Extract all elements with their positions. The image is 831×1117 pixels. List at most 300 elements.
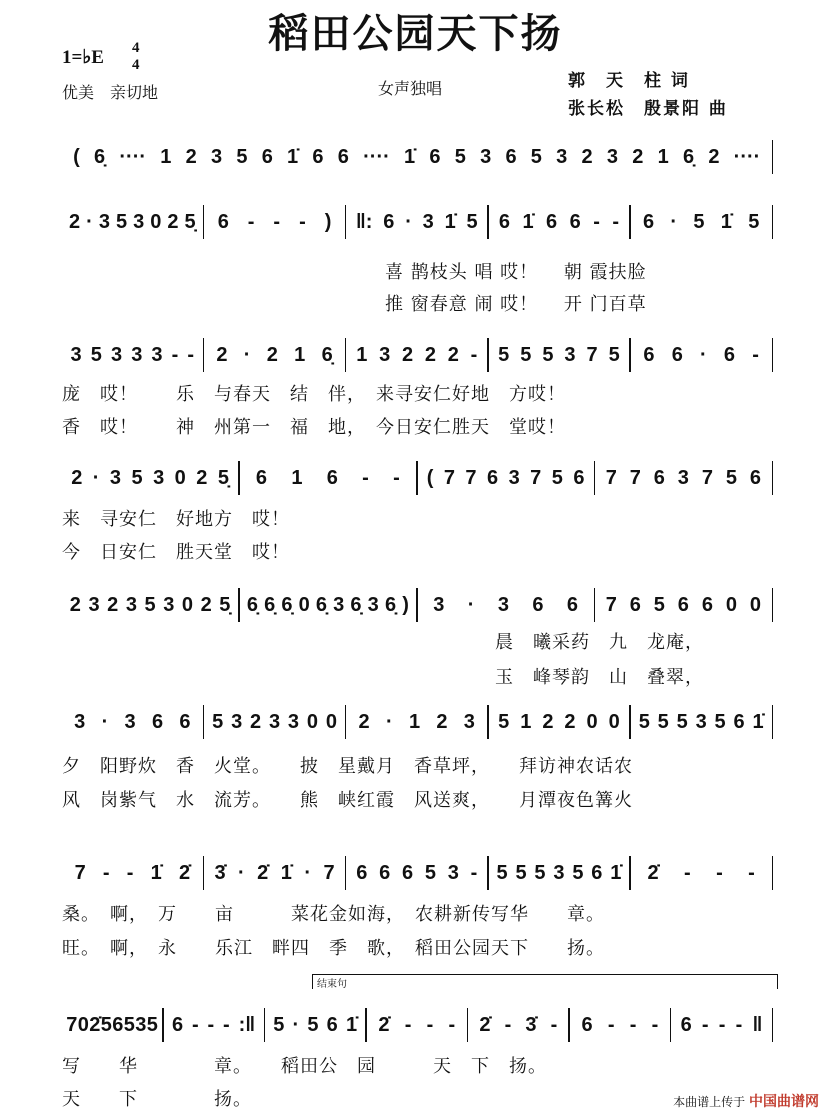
note: 3	[135, 1013, 147, 1036]
note: 5	[520, 343, 532, 366]
note: 2	[185, 145, 197, 168]
note: 5	[530, 145, 542, 168]
ending-label: 结束句	[312, 974, 778, 989]
note: 6	[498, 210, 510, 233]
measure	[62, 344, 203, 367]
note: 3	[556, 145, 568, 168]
note: 1̇	[404, 145, 416, 168]
bar-line	[772, 205, 774, 239]
note: 1	[291, 466, 303, 489]
note: 7	[605, 593, 617, 616]
note: 1̇	[444, 210, 456, 233]
note: -	[593, 210, 600, 233]
note: 3	[231, 710, 243, 733]
measure	[631, 344, 772, 367]
note: -	[735, 1013, 743, 1036]
note: 6	[733, 710, 745, 733]
note: -	[171, 343, 179, 366]
note: 0	[725, 593, 737, 616]
note: 7	[629, 466, 641, 489]
performance-note: 女声独唱	[378, 79, 443, 98]
measure	[489, 711, 630, 734]
note: ·	[670, 210, 678, 233]
note: 6	[629, 593, 641, 616]
lyric-line: 香 哎！ 神 州第一 福 地， 今日安仁胜天 堂哎！	[62, 417, 566, 438]
note: 3	[153, 466, 165, 489]
bar-line	[772, 705, 774, 739]
lyric-line: 庞 哎！ 乐 与春天 结 伴， 来寻安仁好地 方哎！	[62, 384, 566, 405]
note: -	[470, 343, 478, 366]
note: 6	[591, 861, 603, 884]
measure	[671, 1014, 771, 1037]
note: 3	[109, 466, 122, 489]
note: 6	[312, 145, 324, 168]
note: 3	[210, 145, 223, 168]
note: 3	[110, 343, 123, 366]
note: (	[73, 145, 80, 168]
note: 6	[112, 1013, 124, 1036]
lyricist: 郭 天 柱 词	[568, 71, 690, 91]
note: -	[716, 861, 723, 884]
note: 6	[255, 466, 268, 489]
note: 5̣	[184, 210, 196, 233]
note: 6̣	[384, 593, 397, 616]
note: 2̇	[89, 1013, 101, 1036]
note: 1	[657, 145, 669, 168]
bar-line	[772, 338, 774, 372]
staff-system	[62, 338, 773, 372]
note: 3	[98, 210, 110, 233]
note: :‖	[238, 1013, 256, 1036]
note: 3	[553, 861, 565, 884]
note: -	[470, 861, 478, 884]
note: 5	[454, 145, 466, 168]
staff-system	[62, 205, 773, 239]
lyric-line: 玉 峰琴韵 山 叠翠，	[495, 667, 704, 688]
note: 5	[608, 343, 620, 366]
note: 2	[708, 145, 720, 168]
note: 2	[107, 593, 119, 616]
measure	[468, 1014, 568, 1037]
note: 5	[273, 1013, 285, 1036]
lyric-line: 来 寻安仁 好地方 哎！	[62, 509, 290, 530]
measure	[62, 211, 203, 234]
note: 2	[401, 343, 414, 366]
note: 6̣	[94, 145, 106, 168]
note: 6	[356, 861, 368, 884]
measure	[204, 862, 345, 885]
note: -	[126, 861, 134, 884]
note: 3	[131, 343, 143, 366]
note: 5	[542, 343, 554, 366]
note: 6̣	[682, 145, 695, 168]
note: )	[324, 210, 332, 233]
note: -	[651, 1013, 659, 1036]
note: ·	[92, 466, 100, 489]
note: 2	[632, 145, 644, 168]
note: 5	[748, 210, 760, 233]
note: )	[402, 593, 409, 616]
measure	[489, 862, 630, 885]
note: 2	[69, 593, 81, 616]
note: 5	[146, 1013, 158, 1036]
note: 0	[306, 710, 318, 733]
note: 5	[534, 861, 546, 884]
note: 6̣	[321, 343, 333, 366]
note: ·	[86, 210, 93, 233]
note: 3	[268, 710, 281, 733]
measure	[418, 594, 594, 617]
note: 6	[505, 145, 517, 168]
note: ·	[304, 861, 312, 884]
note: 1̇	[280, 861, 292, 884]
measure	[62, 862, 203, 885]
measure	[418, 467, 594, 490]
key-signature: 1=♭E	[62, 47, 104, 68]
note: 2̇	[647, 861, 659, 884]
note: 6	[217, 210, 229, 233]
note: 6	[566, 593, 578, 616]
note: 6	[546, 210, 558, 233]
note: 6	[701, 593, 713, 616]
note: ‖	[752, 1013, 763, 1036]
measure	[62, 467, 238, 490]
note: 7	[74, 861, 86, 884]
note: 0	[181, 593, 194, 616]
note: 2̇	[257, 861, 269, 884]
note: 5	[466, 210, 478, 233]
measure	[595, 594, 771, 617]
note: 3	[124, 710, 136, 733]
note: 5̣	[219, 593, 231, 616]
note: ·	[292, 1013, 300, 1036]
note: 0	[150, 210, 162, 233]
note: 3	[367, 593, 379, 616]
note: -	[247, 210, 255, 233]
measure	[346, 711, 487, 734]
watermark	[673, 1091, 819, 1111]
measure	[204, 711, 345, 734]
note: 6	[532, 593, 544, 616]
bar-line	[772, 856, 774, 890]
note: -	[426, 1013, 434, 1036]
note: 1̇	[610, 861, 622, 884]
note: ·	[385, 710, 393, 733]
note: 6	[642, 210, 655, 233]
note: 7	[323, 861, 335, 884]
note: 5̣	[217, 466, 229, 489]
note: -	[102, 861, 110, 884]
note: 0	[77, 1013, 89, 1036]
note: 6̣	[315, 593, 327, 616]
note: 5	[657, 710, 669, 733]
note: 5	[90, 343, 102, 366]
note: 3	[677, 466, 689, 489]
measure	[164, 1014, 264, 1037]
note: 6	[643, 343, 655, 366]
note: 2	[564, 710, 576, 733]
note: 0	[325, 710, 337, 733]
note: -	[362, 466, 369, 489]
bar-line	[772, 588, 774, 622]
note: 2	[358, 710, 370, 733]
note: 5	[131, 466, 143, 489]
note: ····	[119, 145, 147, 168]
note: 3	[447, 861, 459, 884]
lyric-line: 夕 阳野炊 香 火堂。 披 星戴月 香草坪， 拜访神农话农	[62, 756, 633, 777]
note: 7	[530, 466, 542, 489]
note: 2	[424, 343, 436, 366]
note: 7	[605, 466, 617, 489]
lyric-line: 桑。 啊， 万 亩 菜花金如海， 农耕新传写华 章。	[62, 904, 605, 925]
note: -	[191, 1013, 199, 1036]
note: 6	[671, 343, 683, 366]
note: ·	[101, 710, 109, 733]
note: 6	[326, 1013, 338, 1036]
lyric-line: 推 窗春意 闹 哎！ 开 门百草	[385, 294, 647, 315]
note: 3	[151, 343, 163, 366]
measure	[346, 344, 487, 367]
note: 2	[581, 145, 593, 168]
note: ·	[405, 210, 412, 233]
measure	[62, 146, 772, 169]
note: ····	[363, 145, 390, 168]
note: 7	[586, 343, 598, 366]
note: 3	[74, 710, 86, 733]
song-title: 稻田公园天下扬	[268, 10, 563, 57]
lyric-line: 喜 鹊枝头 唱 哎！ 朝 霞扶脸	[385, 262, 647, 283]
note: 5	[653, 593, 665, 616]
lyric-line: 旺。 啊， 永 乐江 畔四 季 歌， 稻田公园天下 扬。	[62, 938, 605, 959]
note: 6	[581, 1013, 593, 1036]
note: 2	[71, 466, 83, 489]
note: 3	[695, 710, 707, 733]
note: 3	[125, 593, 137, 616]
note: 2	[216, 343, 228, 366]
note: 6	[573, 466, 585, 489]
note: 6	[383, 210, 395, 233]
note: 5	[307, 1013, 319, 1036]
lyric-line: 风 岗紫气 水 流芳。 熊 峡红霞 风送爽， 月潭夜色篝火	[62, 790, 633, 811]
note: -	[299, 210, 306, 233]
note: 7	[443, 466, 455, 489]
measure	[631, 711, 772, 734]
measure	[489, 211, 630, 234]
note: -	[207, 1013, 215, 1036]
note: 3	[463, 710, 475, 733]
measure	[204, 344, 345, 367]
note: 0	[586, 710, 598, 733]
watermark-text: 本曲谱上传于	[673, 1095, 746, 1109]
note: 6	[326, 466, 338, 489]
note: 0	[174, 466, 186, 489]
lyric-line: 天 下 扬。	[62, 1089, 252, 1110]
note: -	[404, 1013, 412, 1036]
note: 3	[333, 593, 345, 616]
staff-system	[62, 140, 773, 174]
measure	[570, 1014, 670, 1037]
watermark-site: 中国曲谱网	[749, 1094, 819, 1110]
note: 5	[638, 710, 650, 733]
note: 5	[693, 210, 705, 233]
note: 0	[298, 593, 310, 616]
note: 5	[498, 710, 510, 733]
note: 6	[151, 710, 164, 733]
note: 0	[608, 710, 620, 733]
note: 7	[66, 1013, 78, 1036]
note: 3	[508, 466, 520, 489]
note: -	[718, 1013, 726, 1036]
note: -	[748, 861, 755, 884]
note: 5	[551, 466, 563, 489]
note: 3̇	[525, 1013, 537, 1036]
note: 5	[424, 861, 436, 884]
note: 2̇	[479, 1013, 491, 1036]
note: 2	[266, 343, 278, 366]
note: 6	[337, 145, 349, 168]
note: 3	[422, 210, 434, 233]
note: -	[550, 1013, 558, 1036]
note: 2	[69, 210, 81, 233]
note: 3	[433, 593, 445, 616]
note: ····	[733, 145, 761, 168]
note: 5	[498, 343, 510, 366]
note: ·	[243, 343, 251, 366]
measure	[62, 594, 238, 617]
note: 1̇	[287, 145, 299, 168]
note: 6	[379, 861, 391, 884]
note: 3	[287, 710, 300, 733]
measure	[62, 711, 203, 734]
note: 6	[569, 210, 581, 233]
note: 3	[133, 210, 145, 233]
note: 2	[250, 710, 262, 733]
measure	[489, 344, 630, 367]
note: 3̇	[214, 861, 226, 884]
note: 2	[196, 466, 208, 489]
time-signature	[132, 40, 140, 74]
note: 1̇	[752, 710, 764, 733]
staff-system	[62, 461, 773, 495]
tempo-marking: 优美 亲切地	[62, 83, 159, 102]
note: 5	[515, 861, 527, 884]
note: 5	[144, 593, 156, 616]
measure	[204, 211, 345, 234]
note: 6	[749, 466, 762, 489]
bar-line	[772, 1008, 774, 1042]
lyric-line: 晨 曦采药 九 龙庵，	[495, 632, 704, 653]
lyric-line: 今 日安仁 胜天堂 哎！	[62, 542, 290, 563]
measure	[595, 467, 771, 490]
note: 6	[261, 145, 273, 168]
note: -	[612, 210, 620, 233]
note: 6	[401, 861, 414, 884]
note: 2	[436, 710, 448, 733]
bar-line	[772, 461, 774, 495]
note: 6	[172, 1013, 184, 1036]
note: 2̇	[378, 1013, 390, 1036]
note: 5	[115, 210, 128, 233]
note: 5	[212, 710, 224, 733]
note: 3	[70, 343, 82, 366]
note: 6	[680, 1013, 692, 1036]
note: 1	[520, 710, 532, 733]
time-top: 4	[132, 40, 140, 56]
staff-system	[62, 856, 773, 890]
note: 1	[356, 343, 368, 366]
measure	[367, 1014, 467, 1037]
lyric-line: 写 华 章。 稻田公 园 天 下 扬。	[62, 1056, 547, 1077]
note: 3	[379, 343, 391, 366]
note: -	[701, 1013, 709, 1036]
note: 5	[572, 861, 584, 884]
note: -	[629, 1013, 637, 1036]
note: 6̣	[264, 593, 276, 616]
note: (	[426, 466, 434, 489]
measure	[346, 862, 487, 885]
note: 6̣	[350, 593, 362, 616]
staff-system	[62, 1008, 773, 1042]
note: 6̣	[246, 593, 258, 616]
note: 3	[163, 593, 175, 616]
note: -	[684, 861, 691, 884]
staff-system	[62, 588, 773, 622]
note: 6	[429, 145, 441, 168]
note: 5	[725, 466, 737, 489]
note: ·	[238, 861, 245, 884]
note: 1	[160, 145, 172, 168]
note: 3	[480, 145, 492, 168]
note: 5	[496, 861, 508, 884]
note: 2̇	[178, 861, 191, 884]
note: 5	[100, 1013, 112, 1036]
note: 2	[167, 210, 179, 233]
measure	[346, 211, 487, 234]
note: 6	[677, 593, 689, 616]
note: 6	[723, 343, 736, 366]
note: 3	[88, 593, 100, 616]
note: -	[223, 1013, 230, 1036]
note: ‖:	[355, 210, 373, 233]
note: 5	[123, 1013, 135, 1036]
note: 3	[606, 145, 618, 168]
note: 2	[542, 710, 554, 733]
note: -	[393, 466, 400, 489]
note: -	[187, 343, 195, 366]
note: 6̣	[281, 593, 293, 616]
staff-system	[62, 705, 773, 739]
note: 5	[236, 145, 248, 168]
measure	[240, 467, 416, 490]
note: -	[448, 1013, 456, 1036]
measure	[265, 1014, 365, 1037]
measure	[240, 594, 416, 617]
note: ·	[467, 593, 475, 616]
note: -	[504, 1013, 512, 1036]
note: 1̇	[150, 861, 162, 884]
note: 3	[564, 343, 576, 366]
note: 2	[447, 343, 459, 366]
note: 1	[294, 343, 306, 366]
note: -	[752, 343, 759, 366]
composer: 张长松 殷景阳 曲	[568, 99, 728, 119]
note: 0	[749, 593, 762, 616]
measure	[62, 1014, 162, 1037]
note: 1̇	[345, 1013, 358, 1036]
note: 1	[408, 710, 421, 733]
note: ·	[700, 343, 707, 366]
note: 2	[200, 593, 212, 616]
